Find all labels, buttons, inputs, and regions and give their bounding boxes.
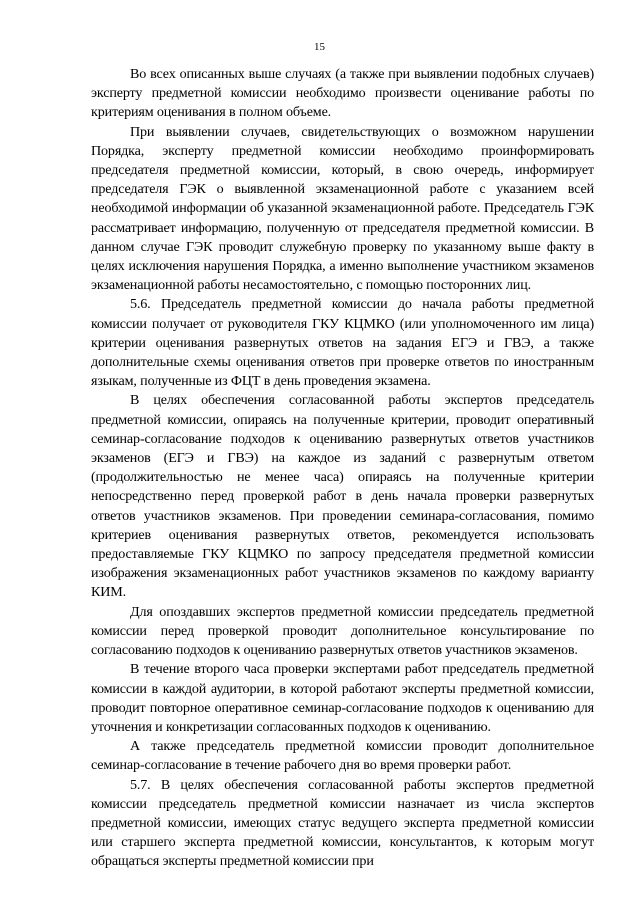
paragraph-coordination-seminar: В целях обеспечения согласованной работы экспертов председатель предметной комиссии, опираясь на полученные критерии, проводит оперативный семинар-согласование подходов к оцениванию развернутых ответов участников экзаменов (ЕГЭ и ГВЭ) на каждое из заданий с развернутым ответом (продолжительностью не менее часа) опираясь на полученные критерии непосредственно перед проверкой работ в день начала проверки развернутых ответов участников экзаменов. При проведении семинара-согласования, помимо критериев оценивания развернутых ответов, рекомендуется использовать предоставляемые ГКУ КЦМКО по запросу председателя предметной комиссии изображения экзаменационных работ участников экзаменов по каждому варианту КИМ. (91, 392, 594, 601)
paragraph-section-5-7: 5.7. В целях обеспечения согласованной работы экспертов предметной комиссии председатель предметной комиссии назначает из числа экспертов предметной комиссии, имеющих статус ведущего эксперта предметной комиссии или старшего эксперта предметной комиссии, консультантов, к которым могут обращаться эксперты предметной комиссии при (91, 776, 594, 870)
paragraph-violation-reporting: При выявлении случаев, свидетельствующих о возможном нарушении Порядка, эксперту предметной комиссии необходимо проинформировать председателя предметной комиссии, который, в свою очередь, информирует председателя ГЭК о выявленной экзаменационной работе с указанием всей необходимой информации об указанной экзаменационной работе. Председатель ГЭК рассматривает информацию, полученную от председателя предметной комиссии. В данном случае ГЭК проводит служебную проверку по указанному выше факту в целях исключения нарушения Порядка, а именно выполнение участником экзаменов экзаменационной работы несамостоятельно, с помощью посторонних лиц. (91, 123, 594, 294)
paragraph-section-5-6: 5.6. Председатель предметной комиссии до начала работы предметной комиссии получает от руководителя ГКУ КЦМКО (или уполномоченного им лица) критерии оценивания развернутых ответов на задания ЕГЭ и ГВЭ, а также дополнительные схемы оценивания ответов при проверке ответов по иностранным языкам, полученные из ФЦТ в день проведения экзамена. (91, 296, 594, 390)
paragraph-additional-seminar: А также председатель предметной комиссии проводит дополнительное семинар-согласование в течение рабочего дня во время проверки работ. (91, 738, 594, 774)
document-body (91, 65, 594, 872)
paragraph-second-hour-seminar: В течение второго часа проверки экспертами работ председатель предметной комиссии в каждой аудитории, в которой работают эксперты предметной комиссии, проводит повторное оперативное семинар-согласование подходов к оцениванию для уточнения и конкретизации согласованных подходов к оцениванию. (91, 661, 594, 735)
paragraph-late-experts: Для опоздавших экспертов предметной комиссии председатель предметной комиссии перед проверкой проводит дополнительное консультирование по согласованию подходов к оцениванию развернутых ответов участников экзаменов. (91, 603, 594, 659)
page-number: 15 (314, 41, 325, 53)
paragraph-review-in-full: Во всех описанных выше случаях (а также при выявлении подобных случаев) эксперту предметной комиссии необходимо произвести оценивание работы по критериям оценивания в полном объеме. (91, 66, 594, 121)
